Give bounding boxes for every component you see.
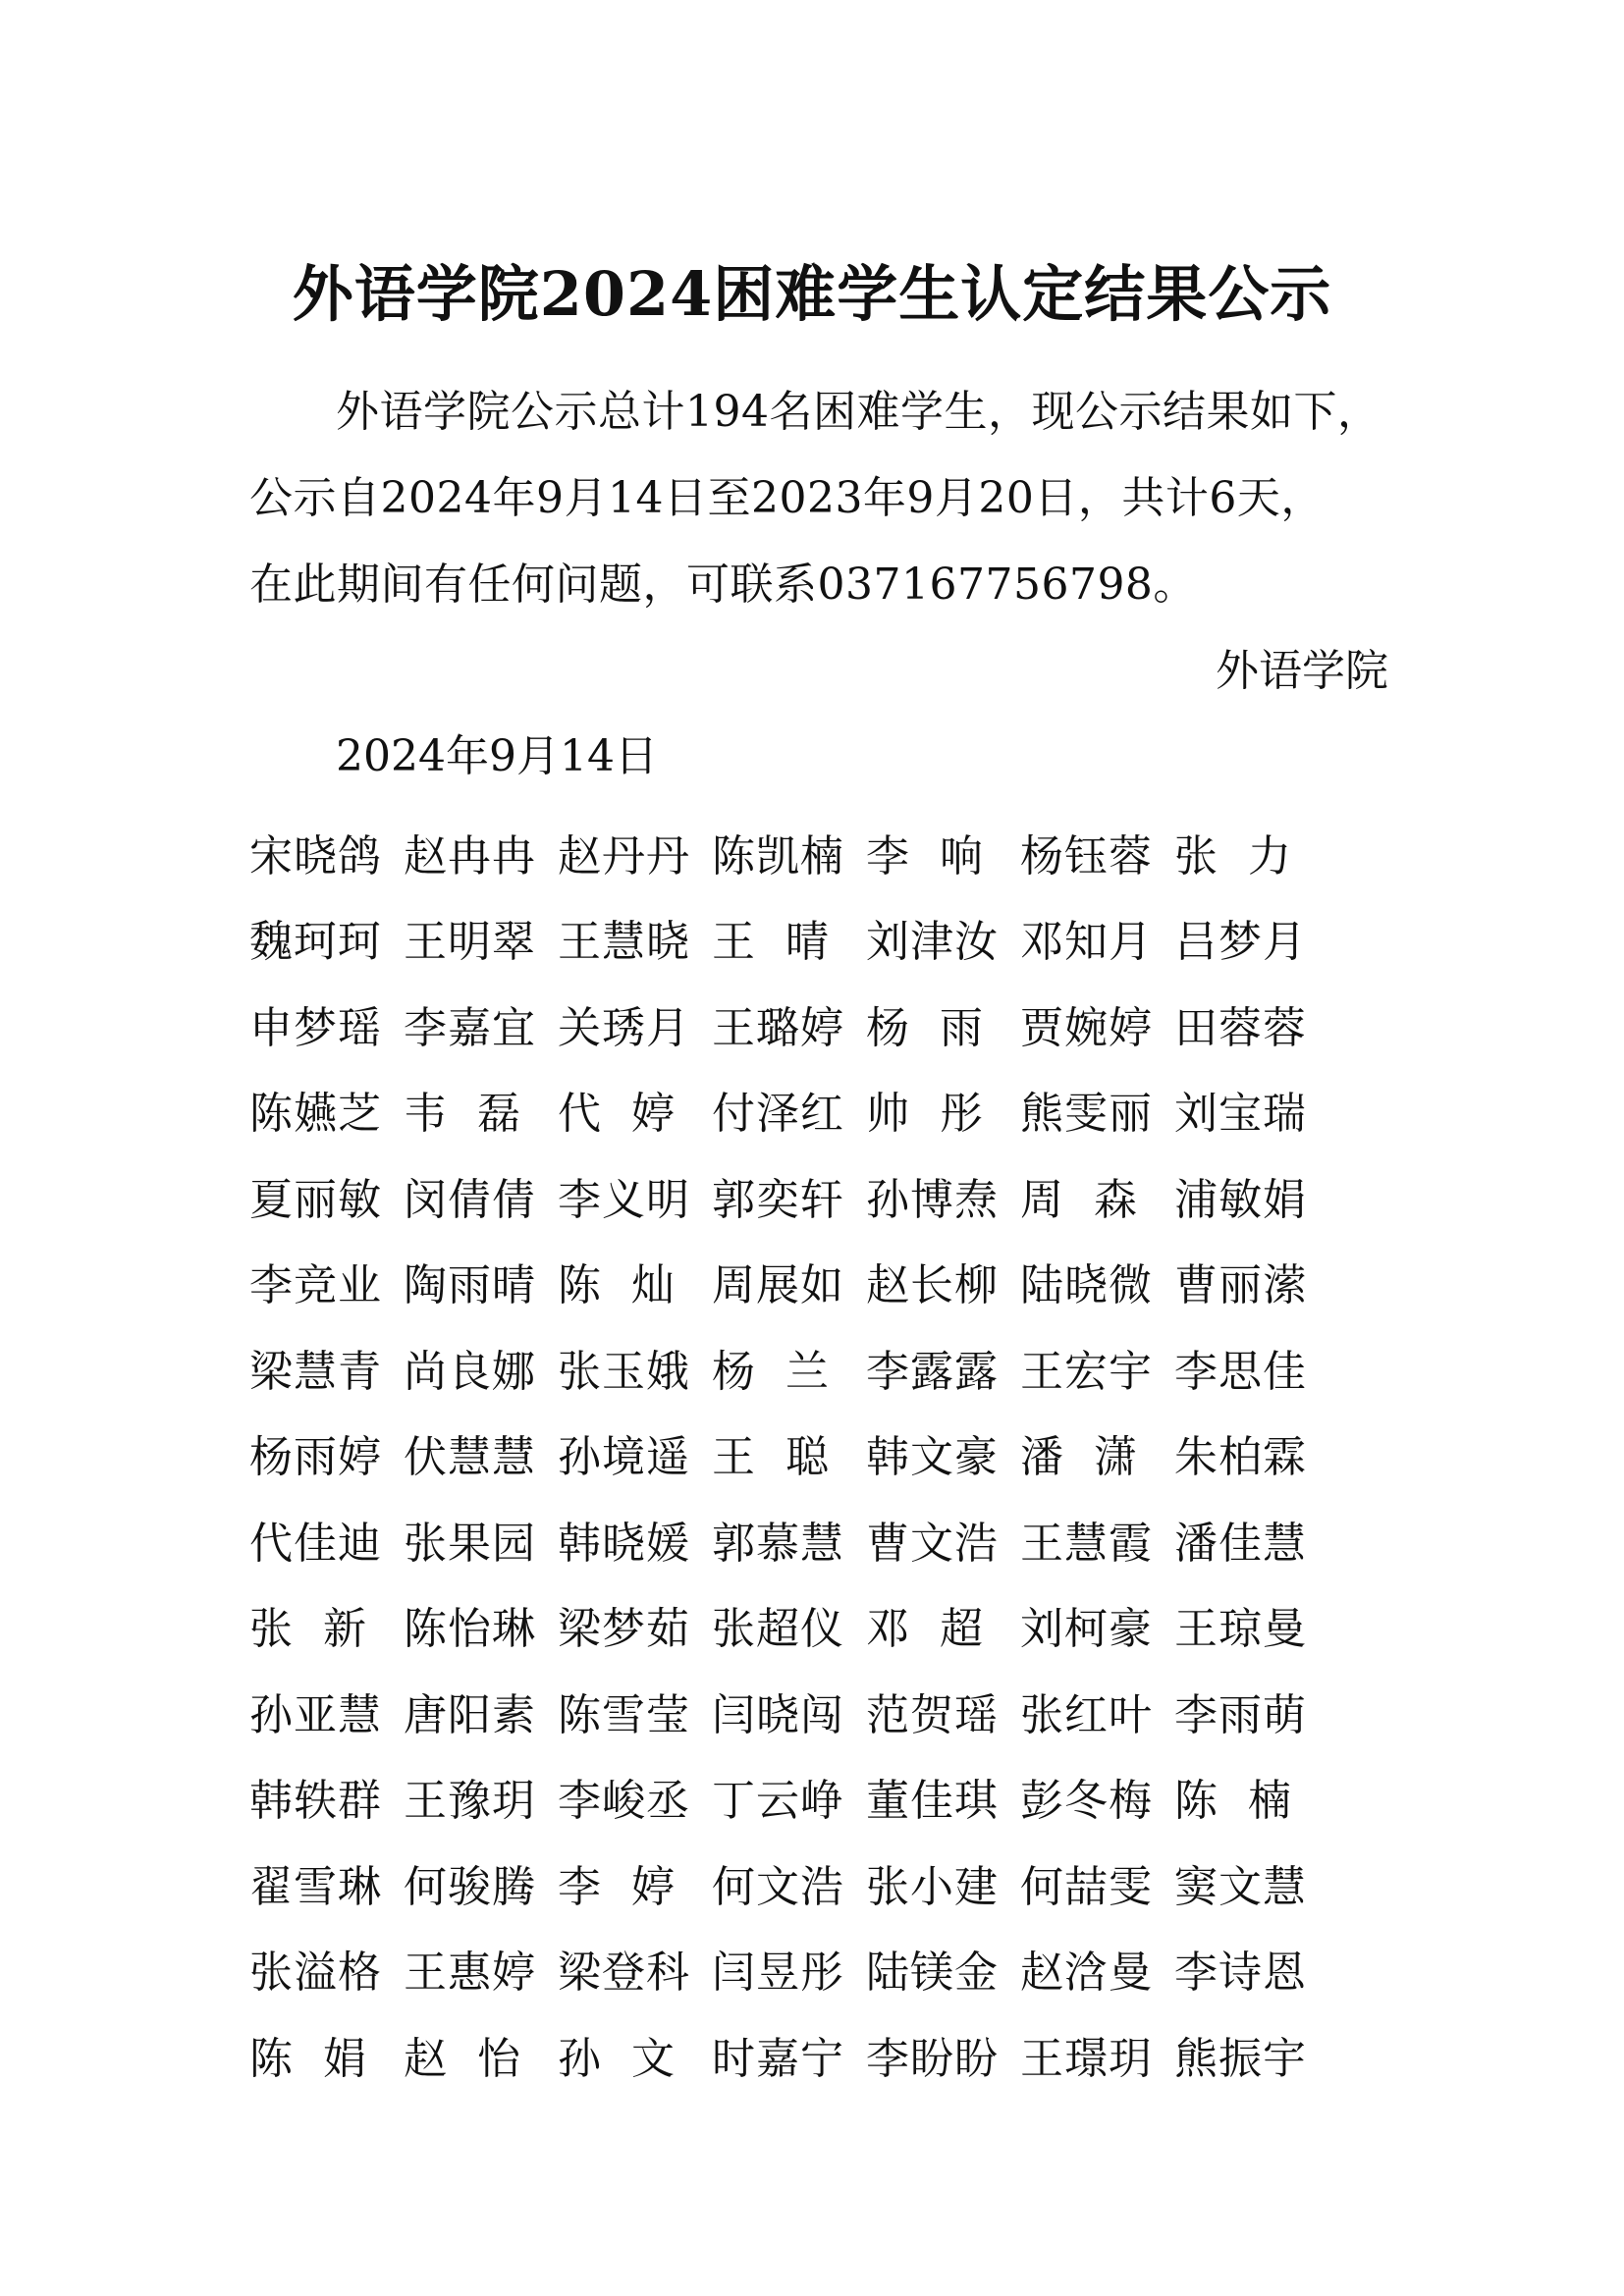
student-name: 闫昱彤 — [712, 1948, 844, 1999]
student-name: 陈怡琳 — [404, 1604, 536, 1655]
student-name: 王宏宇 — [1020, 1346, 1153, 1397]
student-name: 韦 磊 — [404, 1089, 521, 1140]
student-name: 陈凯楠 — [712, 830, 844, 881]
student-name: 陈 楠 — [1174, 1776, 1292, 1827]
name-row — [249, 1244, 1388, 1330]
intro-line-2: 公示自2024年9月14日至2023年9月20日，共计6天， — [249, 473, 1325, 523]
student-name: 浦敏娟 — [1174, 1174, 1307, 1225]
student-name: 韩晓媛 — [558, 1518, 690, 1569]
student-name: 陈雪莹 — [558, 1689, 690, 1740]
student-name: 尚良娜 — [404, 1346, 536, 1397]
student-name: 吕梦月 — [1174, 917, 1307, 968]
student-name: 刘柯豪 — [1020, 1604, 1153, 1655]
student-name: 赵冉冉 — [404, 830, 536, 881]
name-row — [249, 1844, 1388, 1931]
student-name: 丁云峥 — [712, 1776, 844, 1827]
name-row — [249, 1415, 1388, 1502]
student-name: 张小建 — [866, 1861, 999, 1912]
student-name: 孙亚慧 — [249, 1689, 382, 1740]
student-name: 梁梦茹 — [558, 1604, 690, 1655]
student-name: 何喆雯 — [1020, 1861, 1153, 1912]
student-name: 伏慧慧 — [404, 1432, 536, 1483]
student-name: 朱柏霖 — [1174, 1432, 1307, 1483]
student-name: 王璐婷 — [712, 1002, 844, 1053]
student-name: 窦文慧 — [1174, 1861, 1307, 1912]
name-row — [249, 1072, 1388, 1158]
name-row — [249, 1157, 1388, 1244]
student-name: 王慧霞 — [1020, 1518, 1153, 1569]
student-name: 潘佳慧 — [1174, 1518, 1307, 1569]
student-name: 李峻丞 — [558, 1776, 690, 1827]
student-name: 李竞业 — [249, 1260, 382, 1311]
student-name: 曹文浩 — [866, 1518, 999, 1569]
name-row — [249, 1501, 1388, 1587]
student-name: 闵倩倩 — [404, 1174, 536, 1225]
student-name: 李 婷 — [558, 1861, 676, 1912]
student-name: 唐阳素 — [404, 1689, 536, 1740]
student-name: 陈嬿芝 — [249, 1089, 382, 1140]
document-title: 外语学院2024困难学生认定结果公示 — [292, 258, 1332, 330]
intro-line-1: 外语学院公示总计194名困难学生，现公示结果如下， — [336, 387, 1381, 437]
student-name: 关琇月 — [558, 1002, 690, 1053]
student-name: 董佳琪 — [866, 1776, 999, 1827]
name-row — [249, 900, 1388, 987]
student-name: 刘津汝 — [866, 917, 999, 968]
name-row — [249, 986, 1388, 1072]
signature: 外语学院 — [1216, 646, 1388, 696]
student-name: 邓知月 — [1020, 917, 1153, 968]
student-name: 梁慧青 — [249, 1346, 382, 1397]
student-name: 张溢格 — [249, 1948, 382, 1999]
student-name: 张果园 — [404, 1518, 536, 1569]
name-row — [249, 814, 1388, 900]
student-name: 赵丹丹 — [558, 830, 690, 881]
student-name: 宋晓鸽 — [249, 830, 382, 881]
student-name: 梁登科 — [558, 1948, 690, 1999]
student-name: 潘 潇 — [1020, 1432, 1138, 1483]
student-name: 周展如 — [712, 1260, 844, 1311]
student-name: 周 森 — [1020, 1174, 1138, 1225]
student-name: 李诗恩 — [1174, 1948, 1307, 1999]
student-name: 代 婷 — [558, 1089, 676, 1140]
student-name: 王璟玥 — [1020, 2033, 1153, 2084]
student-name: 夏丽敏 — [249, 1174, 382, 1225]
student-name: 王琼曼 — [1174, 1604, 1307, 1655]
name-row — [249, 1759, 1388, 1845]
student-name: 李雨萌 — [1174, 1689, 1307, 1740]
student-name: 陈 灿 — [558, 1260, 676, 1311]
student-name: 何骏腾 — [404, 1861, 536, 1912]
student-name: 杨钰蓉 — [1020, 830, 1153, 881]
student-name: 申梦瑶 — [249, 1002, 382, 1053]
student-name: 邓 超 — [866, 1604, 984, 1655]
student-name: 熊雯丽 — [1020, 1089, 1153, 1140]
name-row — [249, 1587, 1388, 1674]
student-name: 熊振宇 — [1174, 2033, 1307, 2084]
student-name: 孙 文 — [558, 2033, 676, 2084]
name-row — [249, 1329, 1388, 1415]
student-name: 孙境遥 — [558, 1432, 690, 1483]
name-row — [249, 1931, 1388, 2017]
student-name: 张玉娥 — [558, 1346, 690, 1397]
student-name: 付泽红 — [712, 1089, 844, 1140]
student-name: 曹丽潆 — [1174, 1260, 1307, 1311]
student-name: 李嘉宜 — [404, 1002, 536, 1053]
student-name: 王豫玥 — [404, 1776, 536, 1827]
student-name: 王 聪 — [712, 1432, 830, 1483]
publish-date: 2024年9月14日 — [336, 731, 658, 781]
student-name: 杨 兰 — [712, 1346, 830, 1397]
student-name: 翟雪琳 — [249, 1861, 382, 1912]
student-name: 陆镁金 — [866, 1948, 999, 1999]
student-name: 赵长柳 — [866, 1260, 999, 1311]
student-name: 陶雨晴 — [404, 1260, 536, 1311]
student-name: 帅 彤 — [866, 1089, 984, 1140]
student-name: 王明翠 — [404, 917, 536, 968]
student-name: 杨 雨 — [866, 1002, 984, 1053]
student-name: 何文浩 — [712, 1861, 844, 1912]
student-name: 李思佳 — [1174, 1346, 1307, 1397]
student-name: 王惠婷 — [404, 1948, 536, 1999]
student-name: 张红叶 — [1020, 1689, 1153, 1740]
student-name: 范贺瑶 — [866, 1689, 999, 1740]
student-name: 李义明 — [558, 1174, 690, 1225]
student-name: 陆晓微 — [1020, 1260, 1153, 1311]
student-name: 闫晓闯 — [712, 1689, 844, 1740]
student-name: 韩文豪 — [866, 1432, 999, 1483]
student-name: 张 力 — [1174, 830, 1292, 881]
student-name-list — [249, 814, 1388, 2103]
student-name: 彭冬梅 — [1020, 1776, 1153, 1827]
student-name: 时嘉宁 — [712, 2033, 844, 2084]
student-name: 李 响 — [866, 830, 984, 881]
intro-line-3: 在此期间有任何问题，可联系037167756798。 — [249, 560, 1197, 610]
student-name: 魏珂珂 — [249, 917, 382, 968]
student-name: 代佳迪 — [249, 1518, 382, 1569]
student-name: 贾婉婷 — [1020, 1002, 1153, 1053]
student-name: 赵浛曼 — [1020, 1948, 1153, 1999]
student-name: 郭奕轩 — [712, 1174, 844, 1225]
student-name: 田蓉蓉 — [1174, 1002, 1307, 1053]
student-name: 杨雨婷 — [249, 1432, 382, 1483]
student-name: 孙博焘 — [866, 1174, 999, 1225]
student-name: 李露露 — [866, 1346, 999, 1397]
student-name: 刘宝瑞 — [1174, 1089, 1307, 1140]
name-row — [249, 2016, 1388, 2103]
student-name: 韩轶群 — [249, 1776, 382, 1827]
student-name: 张 新 — [249, 1604, 367, 1655]
student-name: 陈 娟 — [249, 2033, 367, 2084]
student-name: 王 晴 — [712, 917, 830, 968]
student-name: 张超仪 — [712, 1604, 844, 1655]
student-name: 王慧晓 — [558, 917, 690, 968]
student-name: 郭慕慧 — [712, 1518, 844, 1569]
name-row — [249, 1673, 1388, 1759]
student-name: 赵 怡 — [404, 2033, 521, 2084]
student-name: 李盼盼 — [866, 2033, 999, 2084]
